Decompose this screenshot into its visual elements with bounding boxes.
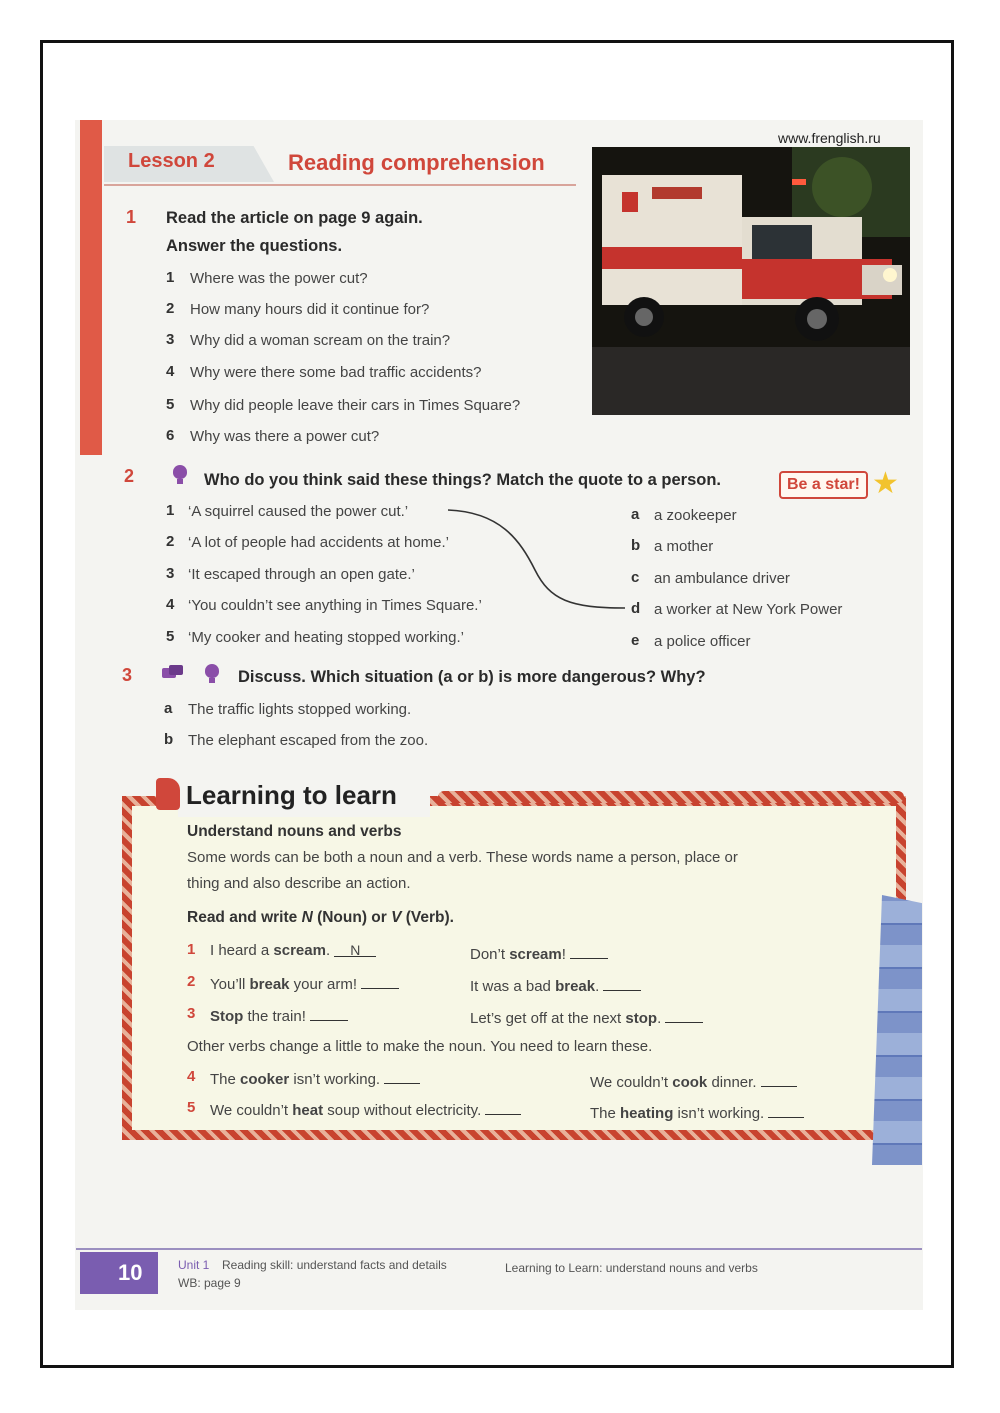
answer-blank[interactable] (310, 1006, 348, 1021)
row-left-sentence (210, 1100, 521, 1119)
sentence-part: isn’t working. (673, 1105, 765, 1122)
footer-skill: Reading skill: understand facts and details (222, 1258, 447, 1272)
option-text: The traffic lights stopped working. (188, 701, 412, 718)
learning-header-stripe (438, 791, 904, 803)
row-number: 4 (187, 1068, 196, 1085)
person-text: an ambulance driver (654, 570, 790, 587)
exercise-3-instruction: Discuss. Which situation (a or b) is more dangerous? Why? (238, 668, 706, 686)
answer-blank[interactable] (570, 944, 608, 959)
question-number: 1 (166, 269, 175, 286)
sentence-part: . (595, 978, 600, 995)
sentence-part: Let’s get off at the next (470, 1010, 626, 1027)
row-number: 5 (187, 1099, 196, 1116)
exercise-3-number: 3 (122, 665, 133, 685)
task-v: V (391, 909, 402, 926)
exercise-2-number: 2 (124, 466, 135, 486)
question-number: 4 (166, 363, 175, 380)
key-word: heating (620, 1105, 674, 1122)
sentence-part: soup without electricity. (323, 1102, 482, 1119)
sentence-part: your arm! (289, 976, 358, 993)
quote-number: 4 (166, 596, 175, 613)
question-text: Why was there a power cut? (190, 428, 380, 445)
question-text: Why were there some bad traffic accidents? (190, 364, 482, 381)
row-number: 1 (187, 941, 196, 958)
person-text: a mother (654, 538, 714, 555)
answer-blank[interactable]: N (334, 942, 376, 957)
question-text: Why did a woman scream on the train? (190, 332, 451, 349)
lightbulb-icon (205, 664, 219, 678)
lightbulb-icon (173, 465, 187, 479)
answer-blank[interactable] (603, 976, 641, 991)
task-text: (Verb). (401, 909, 454, 926)
sentence-part: It was a bad (470, 978, 556, 995)
lesson-title: Reading comprehension (288, 150, 545, 175)
exercise-1-number: 1 (126, 207, 137, 227)
learning-description-2: thing and also describe an action. (187, 875, 411, 892)
answer-blank[interactable] (384, 1069, 420, 1084)
footer-learning: Learning to Learn: understand nouns and verbs (505, 1261, 758, 1275)
person-text: a police officer (654, 633, 751, 650)
question-text: How many hours did it continue for? (190, 301, 430, 318)
answer-blank[interactable] (361, 974, 399, 989)
row-right-sentence (590, 1103, 804, 1122)
question-text: Where was the power cut? (190, 270, 368, 287)
learning-description: Some words can be both a noun and a verb. These words name a person, place or (187, 849, 738, 866)
key-word: Stop (210, 1008, 244, 1025)
row-left-sentence (210, 974, 399, 993)
answer-blank[interactable] (768, 1103, 804, 1118)
sentence-part: Don’t (470, 946, 510, 963)
sentence-part: I heard a (210, 942, 274, 959)
learning-icon (156, 778, 180, 810)
person-letter: c (631, 569, 640, 586)
quote-text: ‘You couldn’t see anything in Times Square.’ (188, 597, 482, 614)
key-word: cooker (240, 1071, 290, 1088)
learning-title: Learning to learn (186, 780, 397, 810)
key-word: stop (625, 1010, 658, 1027)
row-right-sentence (590, 1072, 797, 1091)
exercise-1-instruction: Read the article on page 9 again. (166, 209, 423, 227)
row-right-sentence (470, 944, 608, 963)
key-word: cook (672, 1074, 708, 1091)
sentence-part: isn’t working. (289, 1071, 381, 1088)
key-word: heat (292, 1102, 324, 1119)
person-text: a zookeeper (654, 507, 737, 524)
page-number: 10 (118, 1260, 143, 1285)
row-right-sentence (470, 976, 641, 995)
key-word: scream (509, 946, 562, 963)
sentence-part: ! (561, 946, 566, 963)
title-underline (104, 184, 576, 186)
row-left-sentence (210, 1069, 420, 1088)
lesson-label: Lesson 2 (128, 150, 215, 172)
quote-text: ‘A squirrel caused the power cut.’ (188, 503, 409, 520)
sentence-part: dinner. (707, 1074, 757, 1091)
sentence-part: You’ll (210, 976, 250, 993)
task-text: Read and write (187, 909, 302, 926)
footer-workbook: WB: page 9 (178, 1276, 241, 1290)
question-number: 3 (166, 331, 175, 348)
site-url: www.frenglish.ru (778, 130, 881, 146)
sentence-part: . (657, 1010, 662, 1027)
person-letter: a (631, 506, 640, 523)
task-text: (Noun) or (312, 909, 392, 926)
sentence-part: . (325, 942, 331, 959)
person-letter: d (631, 600, 641, 617)
answer-blank[interactable] (665, 1008, 703, 1023)
sentence-part: The (590, 1105, 621, 1122)
key-word: break (555, 978, 596, 995)
row-left-sentence (210, 1006, 348, 1025)
person-letter: e (631, 632, 640, 649)
other-verbs-note: Other verbs change a little to make the noun. You need to learn these. (187, 1038, 653, 1055)
task-n: N (301, 909, 313, 926)
star-icon: ★ (872, 467, 899, 500)
footer-unit: Unit 1 (178, 1258, 210, 1272)
quote-text: ‘It escaped through an open gate.’ (188, 566, 415, 583)
row-right-sentence (470, 1008, 703, 1027)
discussion-icon (162, 665, 184, 681)
row-number: 2 (187, 973, 196, 990)
answer-blank[interactable] (761, 1072, 797, 1087)
sentence-part: We couldn’t (590, 1074, 673, 1091)
be-a-star-badge: Be a star! (779, 471, 868, 499)
learning-subtitle: Understand nouns and verbs (187, 823, 402, 840)
quote-number: 5 (166, 628, 175, 645)
quote-number: 1 (166, 502, 175, 519)
person-text: a worker at New York Power (654, 601, 843, 618)
quote-number: 3 (166, 565, 175, 582)
person-letter: b (631, 537, 641, 554)
option-text: The elephant escaped from the zoo. (188, 732, 429, 749)
key-word: scream (273, 942, 326, 959)
quote-text: ‘A lot of people had accidents at home.’ (188, 534, 450, 551)
exercise-1-instruction-2: Answer the questions. (166, 237, 343, 255)
sentence-part: We couldn’t (210, 1102, 293, 1119)
exercise-2-instruction: Who do you think said these things? Match the quote to a person. (204, 471, 722, 489)
red-side-bar (80, 120, 102, 455)
row-left-sentence (210, 942, 376, 959)
row-number: 3 (187, 1005, 196, 1022)
question-text: Why did people leave their cars in Times Square? (190, 397, 521, 414)
option-letter: a (164, 700, 173, 717)
footer-line (76, 1248, 922, 1250)
key-word: break (249, 976, 290, 993)
ambulance-photo (592, 147, 910, 415)
question-number: 2 (166, 300, 175, 317)
learning-task (187, 909, 454, 927)
sentence-part: The (210, 1071, 241, 1088)
question-number: 5 (166, 396, 175, 413)
option-letter: b (164, 731, 174, 748)
quote-text: ‘My cooker and heating stopped working.’ (188, 629, 464, 646)
quote-number: 2 (166, 533, 175, 550)
ambulance-icon (592, 147, 910, 415)
answer-blank[interactable] (485, 1100, 521, 1115)
question-number: 6 (166, 427, 175, 444)
sentence-part: the train! (243, 1008, 306, 1025)
match-line (440, 500, 630, 620)
